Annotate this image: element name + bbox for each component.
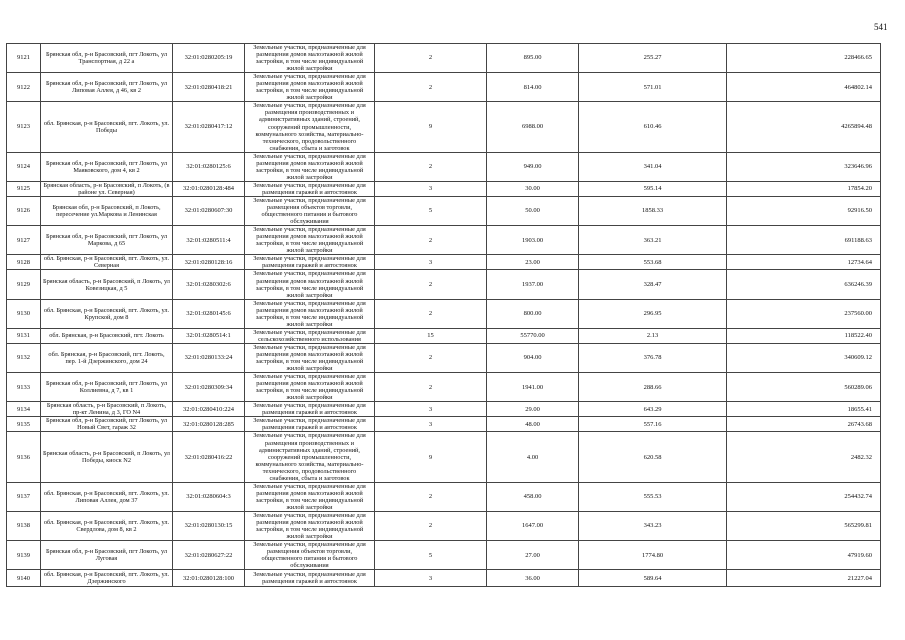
table-row: [7, 570, 881, 587]
cadastral-number: 32:01:0280125:6: [173, 152, 245, 181]
area-value: 48.00: [487, 417, 579, 432]
group-code: 2: [375, 152, 487, 181]
rate-value: 255.27: [579, 44, 727, 73]
table-row: [7, 226, 881, 255]
area-value: 23.00: [487, 255, 579, 270]
cadastral-value: 26743.68: [727, 417, 881, 432]
area-value: 4.00: [487, 432, 579, 482]
area-value: 30.00: [487, 181, 579, 196]
area-value: 895.00: [487, 44, 579, 73]
cadastral-value: 118522.40: [727, 328, 881, 343]
area-value: 6988.00: [487, 102, 579, 152]
cadastral-table: [6, 43, 881, 587]
purpose-cell: Земельные участки, предназначенные для размещения домов малоэтажной жилой застройки, в том числе индивидуальной жилой застройки: [245, 73, 375, 102]
address-cell: обл. Брянская, р-н Брасовский, пгт. Локоть, ул. Победы: [41, 102, 173, 152]
cadastral-value: 254432.74: [727, 482, 881, 511]
table-row: [7, 432, 881, 482]
purpose-cell: Земельные участки, предназначенные для размещения домов малоэтажной жилой застройки, в том числе индивидуальной жилой застройки: [245, 152, 375, 181]
rate-value: 1774.80: [579, 541, 727, 570]
group-code: 2: [375, 512, 487, 541]
area-value: 458.00: [487, 482, 579, 511]
address-cell: Брянская область, р-н Брасовский, п Локоть, (в районе ул. Северная): [41, 181, 173, 196]
cadastral-number: 32:01:0280128:100: [173, 570, 245, 587]
area-value: 800.00: [487, 299, 579, 328]
cadastral-value: 464802.14: [727, 73, 881, 102]
table-row: [7, 44, 881, 73]
group-code: 2: [375, 270, 487, 299]
purpose-cell: Земельные участки, предназначенные для размещения объектов торговли, общественного питания и бытового обслуживания: [245, 196, 375, 225]
rate-value: 328.47: [579, 270, 727, 299]
purpose-cell: Земельные участки, предназначенные для размещения гаражей и автостоянок: [245, 402, 375, 417]
address-cell: Брянская обл, р-н Брасовский, пгт Локоть, ул Липовая Аллея, д 46, кв 2: [41, 73, 173, 102]
row-id: 9125: [7, 181, 41, 196]
cadastral-value: 560289.06: [727, 373, 881, 402]
table-row: [7, 417, 881, 432]
rate-value: 2.13: [579, 328, 727, 343]
cadastral-value: 228466.65: [727, 44, 881, 73]
table-row: [7, 328, 881, 343]
row-id: 9127: [7, 226, 41, 255]
cadastral-value: 92916.50: [727, 196, 881, 225]
cadastral-value: 237560.00: [727, 299, 881, 328]
row-id: 9128: [7, 255, 41, 270]
rate-value: 589.64: [579, 570, 727, 587]
rate-value: 571.01: [579, 73, 727, 102]
rate-value: 610.46: [579, 102, 727, 152]
area-value: 1903.00: [487, 226, 579, 255]
table-body: [7, 44, 881, 587]
group-code: 2: [375, 226, 487, 255]
rate-value: 288.66: [579, 373, 727, 402]
cadastral-number: 32:01:0280309:34: [173, 373, 245, 402]
cadastral-number: 32:01:0280128:16: [173, 255, 245, 270]
table-row: [7, 102, 881, 152]
cadastral-value: 47919.60: [727, 541, 881, 570]
cadastral-value: 340609.12: [727, 343, 881, 372]
table-row: [7, 196, 881, 225]
address-cell: Брянская область, р-н Брасовский, п Локоть, ул Победы, киоск N2: [41, 432, 173, 482]
address-cell: Брянская обл, р-н Брасовский, пгт Локоть, ул Маяковского, дом 4, кв 2: [41, 152, 173, 181]
address-cell: обл. Брянская, р-н Брасовский, пгт. Локоть, ул. Свердлова, дом 8, кв 2: [41, 512, 173, 541]
row-id: 9137: [7, 482, 41, 511]
group-code: 9: [375, 102, 487, 152]
row-id: 9130: [7, 299, 41, 328]
address-cell: обл. Брянская, р-н Брасовский, пгт. Локоть, ул. Северная: [41, 255, 173, 270]
cadastral-number: 32:01:0280416:22: [173, 432, 245, 482]
row-id: 9126: [7, 196, 41, 225]
table-row: [7, 299, 881, 328]
group-code: 2: [375, 373, 487, 402]
area-value: 1941.00: [487, 373, 579, 402]
address-cell: обл. Брянская, р-н Брасовский, пгт. Локоть: [41, 328, 173, 343]
address-cell: Брянская обл, р-н Брасовский, пгт Локоть, ул Маркова, д 65: [41, 226, 173, 255]
cadastral-number: 32:01:0280302:6: [173, 270, 245, 299]
group-code: 2: [375, 482, 487, 511]
cadastral-value: 17854.20: [727, 181, 881, 196]
cadastral-value: 636246.39: [727, 270, 881, 299]
table-row: [7, 343, 881, 372]
address-cell: обл. Брянская, р-н Брасовский, пгт. Локоть, ул. Дзержинского: [41, 570, 173, 587]
table-row: [7, 181, 881, 196]
group-code: 2: [375, 73, 487, 102]
cadastral-value: 323646.96: [727, 152, 881, 181]
table-row: [7, 270, 881, 299]
table-row: [7, 73, 881, 102]
cadastral-number: 32:01:0280410:224: [173, 402, 245, 417]
purpose-cell: Земельные участки, предназначенные для размещения домов малоэтажной жилой застройки, в том числе индивидуальной жилой застройки: [245, 343, 375, 372]
table-row: [7, 373, 881, 402]
row-id: 9140: [7, 570, 41, 587]
row-id: 9138: [7, 512, 41, 541]
cadastral-value: 18655.41: [727, 402, 881, 417]
address-cell: Брянская обл, р-н Брасовский, п Локоть, пересечение ул.Марковa и Ленинская: [41, 196, 173, 225]
cadastral-number: 32:01:0280607:30: [173, 196, 245, 225]
row-id: 9129: [7, 270, 41, 299]
rate-value: 595.14: [579, 181, 727, 196]
table-row: [7, 512, 881, 541]
table-row: [7, 482, 881, 511]
group-code: 3: [375, 417, 487, 432]
rate-value: 553.68: [579, 255, 727, 270]
area-value: 50.00: [487, 196, 579, 225]
rate-value: 620.58: [579, 432, 727, 482]
row-id: 9122: [7, 73, 41, 102]
group-code: 15: [375, 328, 487, 343]
purpose-cell: Земельные участки, предназначенные для размещения домов малоэтажной жилой застройки, в том числе индивидуальной жилой застройки: [245, 299, 375, 328]
cadastral-number: 32:01:0280417:12: [173, 102, 245, 152]
address-cell: обл. Брянская, р-н Брасовский, пгт. Локоть, ул. Липовая Аллея, дом 37: [41, 482, 173, 511]
cadastral-value: 691188.63: [727, 226, 881, 255]
cadastral-number: 32:01:0280128:285: [173, 417, 245, 432]
group-code: 2: [375, 343, 487, 372]
purpose-cell: Земельные участки, предназначенные для размещения домов малоэтажной жилой застройки, в том числе индивидуальной жилой застройки: [245, 512, 375, 541]
cadastral-value: 21227.04: [727, 570, 881, 587]
table-row: [7, 541, 881, 570]
purpose-cell: Земельные участки, предназначенные для размещения гаражей и автостоянок: [245, 417, 375, 432]
cadastral-number: 32:01:0280128:484: [173, 181, 245, 196]
cadastral-number: 32:01:0280511:4: [173, 226, 245, 255]
rate-value: 643.29: [579, 402, 727, 417]
cadastral-number: 32:01:0280627:22: [173, 541, 245, 570]
purpose-cell: Земельные участки, предназначенные для размещения домов малоэтажной жилой застройки, в том числе индивидуальной жилой застройки: [245, 482, 375, 511]
group-code: 5: [375, 541, 487, 570]
page-number: 541: [874, 22, 888, 32]
area-value: 904.00: [487, 343, 579, 372]
row-id: 9134: [7, 402, 41, 417]
group-code: 3: [375, 402, 487, 417]
area-value: 29.00: [487, 402, 579, 417]
group-code: 5: [375, 196, 487, 225]
purpose-cell: Земельные участки, предназначенные для размещения домов малоэтажной жилой застройки, в том числе индивидуальной жилой застройки: [245, 226, 375, 255]
address-cell: обл. Брянская, р-н Брасовский, пгт. Локоть, пер. 1-й Дзержинского, дом 24: [41, 343, 173, 372]
row-id: 9136: [7, 432, 41, 482]
rate-value: 341.04: [579, 152, 727, 181]
purpose-cell: Земельные участки, предназначенные для сельскохозяйственного использования: [245, 328, 375, 343]
area-value: 1647.00: [487, 512, 579, 541]
table-row: [7, 255, 881, 270]
cadastral-number: 32:01:0280133:24: [173, 343, 245, 372]
purpose-cell: Земельные участки, предназначенные для размещения гаражей и автостоянок: [245, 570, 375, 587]
row-id: 9124: [7, 152, 41, 181]
rate-value: 557.16: [579, 417, 727, 432]
row-id: 9139: [7, 541, 41, 570]
purpose-cell: Земельные участки, предназначенные для размещения домов малоэтажной жилой застройки, в том числе индивидуальной жилой застройки: [245, 44, 375, 73]
rate-value: 296.95: [579, 299, 727, 328]
table-row: [7, 402, 881, 417]
area-value: 949.00: [487, 152, 579, 181]
cadastral-value: 4265894.48: [727, 102, 881, 152]
rate-value: 555.53: [579, 482, 727, 511]
purpose-cell: Земельные участки, предназначенные для размещения производственных и административных зданий, строений, сооружений промышленности, коммунального хозяйства, материально-технического, продовольственного снабжения, сбыта и заготовок: [245, 432, 375, 482]
purpose-cell: Земельные участки, предназначенные для размещения домов малоэтажной жилой застройки, в том числе индивидуальной жилой застройки: [245, 270, 375, 299]
address-cell: обл. Брянская, р-н Брасовский, пгт. Локоть, ул. Крупской, дом 8: [41, 299, 173, 328]
cadastral-number: 32:01:0280514:1: [173, 328, 245, 343]
cadastral-number: 32:01:0280418:21: [173, 73, 245, 102]
address-cell: Брянская обл, р-н Брасовский, пгт Локоть, ул Луговая: [41, 541, 173, 570]
area-value: 36.00: [487, 570, 579, 587]
row-id: 9135: [7, 417, 41, 432]
address-cell: Брянская обл, р-н Брасовский, пгт Локоть, ул Новый Свет, гараж 32: [41, 417, 173, 432]
group-code: 3: [375, 570, 487, 587]
group-code: 3: [375, 181, 487, 196]
row-id: 9131: [7, 328, 41, 343]
cadastral-number: 32:01:0280145:6: [173, 299, 245, 328]
purpose-cell: Земельные участки, предназначенные для размещения домов малоэтажной жилой застройки, в том числе индивидуальной жилой застройки: [245, 373, 375, 402]
row-id: 9132: [7, 343, 41, 372]
cadastral-value: 2482.32: [727, 432, 881, 482]
cadastral-number: 32:01:0280130:15: [173, 512, 245, 541]
address-cell: Брянская обл, р-н Брасовский, пгт Локоть, ул Коллиевна, д 7, кв 1: [41, 373, 173, 402]
rate-value: 363.21: [579, 226, 727, 255]
group-code: 2: [375, 299, 487, 328]
address-cell: Брянская область, р-н Брасовский, п Локоть, ул Ковезицкая, д 5: [41, 270, 173, 299]
rate-value: 1858.33: [579, 196, 727, 225]
area-value: 814.00: [487, 73, 579, 102]
group-code: 9: [375, 432, 487, 482]
row-id: 9133: [7, 373, 41, 402]
purpose-cell: Земельные участки, предназначенные для размещения объектов торговли, общественного питания и бытового обслуживания: [245, 541, 375, 570]
rate-value: 343.23: [579, 512, 727, 541]
purpose-cell: Земельные участки, предназначенные для размещения производственных и административных зданий, строений, сооружений промышленности, коммунального хозяйства, материально-технического, продовольственного снабжения, сбыта и заготовок: [245, 102, 375, 152]
group-code: 3: [375, 255, 487, 270]
purpose-cell: Земельные участки, предназначенные для размещения гаражей и автостоянок: [245, 255, 375, 270]
address-cell: Брянская область, р-н Брасовский, п Локоть, пр-кт Ленина, д 3, ГО N4: [41, 402, 173, 417]
area-value: 1937.00: [487, 270, 579, 299]
cadastral-value: 12734.64: [727, 255, 881, 270]
group-code: 2: [375, 44, 487, 73]
address-cell: Брянская обл, р-н Брасовский, пгт Локоть, ул Транспортная, д 22 а: [41, 44, 173, 73]
purpose-cell: Земельные участки, предназначенные для размещения гаражей и автостоянок: [245, 181, 375, 196]
rate-value: 376.78: [579, 343, 727, 372]
area-value: 27.00: [487, 541, 579, 570]
cadastral-number: 32:01:0280604:3: [173, 482, 245, 511]
cadastral-number: 32:01:0280205:19: [173, 44, 245, 73]
area-value: 55770.00: [487, 328, 579, 343]
row-id: 9121: [7, 44, 41, 73]
table-row: [7, 152, 881, 181]
cadastral-value: 565299.81: [727, 512, 881, 541]
row-id: 9123: [7, 102, 41, 152]
